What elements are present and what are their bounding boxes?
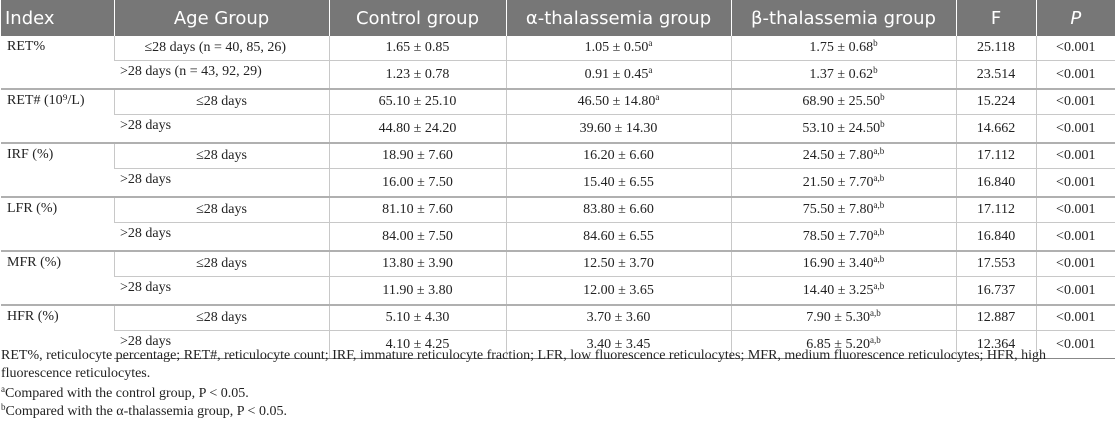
index-cell: RET% xyxy=(7,39,46,54)
footnote-b xyxy=(1,403,1111,421)
p-value-cell: <0.001 xyxy=(1036,61,1115,90)
footnote-abbreviations: RET%, reticulocyte percentage; RET#, reticulocyte count; IRF, immature reticulocyte fraction; LFR, low fluorescence reticulocytes; MFR, medium fluorescence reticulocytes; HFR, high fluorescence reticulocytes. xyxy=(1,348,1047,381)
table-body xyxy=(1,36,1115,359)
table-row xyxy=(1,61,1115,90)
beta-cell xyxy=(731,197,956,223)
control-cell: 1.23 ± 0.78 xyxy=(329,61,506,90)
alpha-cell xyxy=(506,143,731,169)
control-cell: 18.90 ± 7.60 xyxy=(329,143,506,169)
table-row xyxy=(1,197,1115,223)
p-value-cell: <0.001 xyxy=(1036,277,1115,306)
beta-cell xyxy=(731,277,956,306)
alpha-cell xyxy=(506,115,731,144)
alpha-cell xyxy=(506,89,731,115)
beta-cell xyxy=(731,115,956,144)
beta-cell-marker: a,b xyxy=(873,146,885,156)
footnote-a-text: Compared with the control group, P < 0.05. xyxy=(5,386,249,401)
beta-cell-value: 7.90 ± 5.30 xyxy=(806,310,870,325)
index-cell: LFR (%) xyxy=(1,197,114,251)
index-cell: IRF (%) xyxy=(1,143,114,197)
table-row xyxy=(1,251,1115,277)
footnotes xyxy=(1,347,1111,421)
beta-cell-marker: a,b xyxy=(873,172,885,183)
beta-cell xyxy=(731,143,956,169)
beta-cell xyxy=(731,169,956,198)
control-cell: 16.00 ± 7.50 xyxy=(329,169,506,198)
results-table xyxy=(1,0,1115,359)
table-row xyxy=(1,305,1115,331)
p-value-cell: <0.001 xyxy=(1036,305,1115,331)
p-value-cell: <0.001 xyxy=(1036,89,1115,115)
alpha-cell-value: 39.60 ± 14.30 xyxy=(579,120,658,136)
beta-cell-value: 53.10 ± 24.50 xyxy=(802,120,881,136)
alpha-cell-marker: a xyxy=(648,38,653,48)
control-cell: 11.90 ± 3.80 xyxy=(329,277,506,306)
beta-cell-marker: b xyxy=(880,118,885,129)
table-row xyxy=(1,115,1115,144)
p-value-cell: <0.001 xyxy=(1036,115,1115,144)
age-group-cell: ≤28 days xyxy=(114,143,329,169)
p-value-cell: <0.001 xyxy=(1036,223,1115,252)
f-value-cell: 16.840 xyxy=(956,223,1036,252)
table-row xyxy=(1,36,1115,61)
beta-cell-value: 21.50 ± 7.70 xyxy=(802,174,874,190)
table-row xyxy=(1,89,1115,115)
f-value-cell: 23.514 xyxy=(956,61,1036,90)
beta-cell-marker: b xyxy=(873,64,878,75)
alpha-cell xyxy=(506,277,731,306)
p-value-cell: <0.001 xyxy=(1036,197,1115,223)
control-cell: 4.10 ± 4.25 xyxy=(329,331,506,359)
beta-cell xyxy=(731,305,956,331)
alpha-cell-value: 83.80 ± 6.60 xyxy=(583,202,654,217)
header-f: F xyxy=(956,0,1036,36)
age-group-cell: >28 days xyxy=(114,277,329,306)
table-row xyxy=(1,223,1115,252)
alpha-cell xyxy=(506,197,731,223)
f-value-cell: 16.840 xyxy=(956,169,1036,198)
header-row xyxy=(1,0,1115,36)
footnote-a xyxy=(1,385,1111,403)
alpha-cell-value: 16.20 ± 6.60 xyxy=(583,148,654,163)
control-cell: 5.10 ± 4.30 xyxy=(329,305,506,331)
header-p: P xyxy=(1036,0,1115,36)
control-cell: 81.10 ± 7.60 xyxy=(329,197,506,223)
p-value-cell: <0.001 xyxy=(1036,251,1115,277)
beta-cell-value: 75.50 ± 7.80 xyxy=(802,202,874,217)
header-index: Index xyxy=(1,0,114,36)
p-value-cell: <0.001 xyxy=(1036,36,1115,61)
beta-cell-marker: a,b xyxy=(873,254,885,264)
alpha-cell xyxy=(506,251,731,277)
header-age-group: Age Group xyxy=(114,0,329,36)
beta-cell-marker: a,b xyxy=(873,200,885,210)
f-value-cell: 12.887 xyxy=(956,305,1036,331)
alpha-cell-marker: a xyxy=(648,64,653,75)
age-group-cell: >28 days xyxy=(114,115,329,144)
beta-cell xyxy=(731,223,956,252)
alpha-cell xyxy=(506,305,731,331)
beta-cell-value: 14.40 ± 3.25 xyxy=(802,282,874,298)
age-group-cell: ≤28 days xyxy=(114,251,329,277)
f-value-cell: 15.224 xyxy=(956,89,1036,115)
beta-cell-marker: b xyxy=(873,38,878,48)
beta-cell xyxy=(731,61,956,90)
footnote-b-marker: b xyxy=(1,402,6,412)
f-value-cell: 17.553 xyxy=(956,251,1036,277)
control-cell: 84.00 ± 7.50 xyxy=(329,223,506,252)
index-cell: MFR (%) xyxy=(1,251,114,305)
alpha-cell-marker: a xyxy=(655,92,660,102)
age-group-cell: >28 days xyxy=(114,331,329,359)
age-group-cell: ≤28 days xyxy=(114,89,329,115)
alpha-cell-value: 0.91 ± 0.45 xyxy=(584,66,649,82)
footnote-b-text: Compared with the α-thalassemia group, P < 0.05. xyxy=(5,404,287,419)
f-value-cell: 17.112 xyxy=(956,197,1036,223)
age-group-cell: >28 days xyxy=(114,223,329,252)
f-value-cell: 14.662 xyxy=(956,115,1036,144)
beta-cell xyxy=(731,36,956,61)
alpha-cell-value: 15.40 ± 6.55 xyxy=(583,174,654,190)
f-value-cell: 12.364 xyxy=(956,331,1036,359)
alpha-cell xyxy=(506,223,731,252)
p-value-cell: <0.001 xyxy=(1036,143,1115,169)
control-cell: 44.80 ± 24.20 xyxy=(329,115,506,144)
beta-cell xyxy=(731,251,956,277)
table-row xyxy=(1,169,1115,198)
beta-cell-marker: a,b xyxy=(869,308,881,318)
f-value-cell: 25.118 xyxy=(956,36,1036,61)
table-row xyxy=(1,143,1115,169)
beta-cell-value: 68.90 ± 25.50 xyxy=(802,94,881,109)
beta-cell-value: 1.75 ± 0.68 xyxy=(809,40,874,55)
alpha-cell-value: 1.05 ± 0.50 xyxy=(584,40,649,55)
index-cell: HFR (%) xyxy=(1,305,114,359)
alpha-cell-value: 12.50 ± 3.70 xyxy=(583,256,654,271)
header-alpha: α-thalassemia group xyxy=(506,0,731,36)
alpha-cell xyxy=(506,169,731,198)
beta-cell-value: 1.37 ± 0.62 xyxy=(809,66,874,82)
header-beta: β-thalassemia group xyxy=(731,0,956,36)
beta-cell-marker: a,b xyxy=(873,280,885,291)
footnote-a-marker: a xyxy=(1,384,5,394)
control-cell: 1.65 ± 0.85 xyxy=(329,36,506,61)
index-cell: RET# (10⁹/L) xyxy=(1,89,114,143)
age-group-cell: ≤28 days xyxy=(114,197,329,223)
f-value-cell: 17.112 xyxy=(956,143,1036,169)
beta-cell-value: 6.85 ± 5.20 xyxy=(806,336,870,352)
age-group-cell: ≤28 days xyxy=(114,305,329,331)
beta-cell-value: 24.50 ± 7.80 xyxy=(802,148,874,163)
control-cell: 13.80 ± 3.90 xyxy=(329,251,506,277)
alpha-cell-value: 84.60 ± 6.55 xyxy=(583,228,654,244)
age-group-cell: >28 days (n = 43, 92, 29) xyxy=(114,61,329,90)
control-cell: 65.10 ± 25.10 xyxy=(329,89,506,115)
age-group-cell: >28 days xyxy=(114,169,329,198)
beta-cell xyxy=(731,89,956,115)
alpha-cell-value: 46.50 ± 14.80 xyxy=(577,94,656,109)
alpha-cell xyxy=(506,61,731,90)
table-row xyxy=(1,277,1115,306)
f-value-cell: 16.737 xyxy=(956,277,1036,306)
beta-cell-marker: b xyxy=(880,92,885,102)
alpha-cell-value: 3.40 ± 3.45 xyxy=(586,336,651,352)
p-value-cell: <0.001 xyxy=(1036,169,1115,198)
beta-cell-marker: a,b xyxy=(873,226,885,237)
alpha-cell-value: 12.00 ± 3.65 xyxy=(583,282,654,298)
alpha-cell xyxy=(506,36,731,61)
p-value-cell: <0.001 xyxy=(1036,331,1115,359)
beta-cell-marker: a,b xyxy=(869,334,881,345)
age-group-cell: ≤28 days (n = 40, 85, 26) xyxy=(114,36,329,61)
alpha-cell-value: 3.70 ± 3.60 xyxy=(586,310,651,325)
beta-cell-value: 16.90 ± 3.40 xyxy=(802,256,874,271)
beta-cell-value: 78.50 ± 7.70 xyxy=(802,228,874,244)
header-control: Control group xyxy=(329,0,506,36)
